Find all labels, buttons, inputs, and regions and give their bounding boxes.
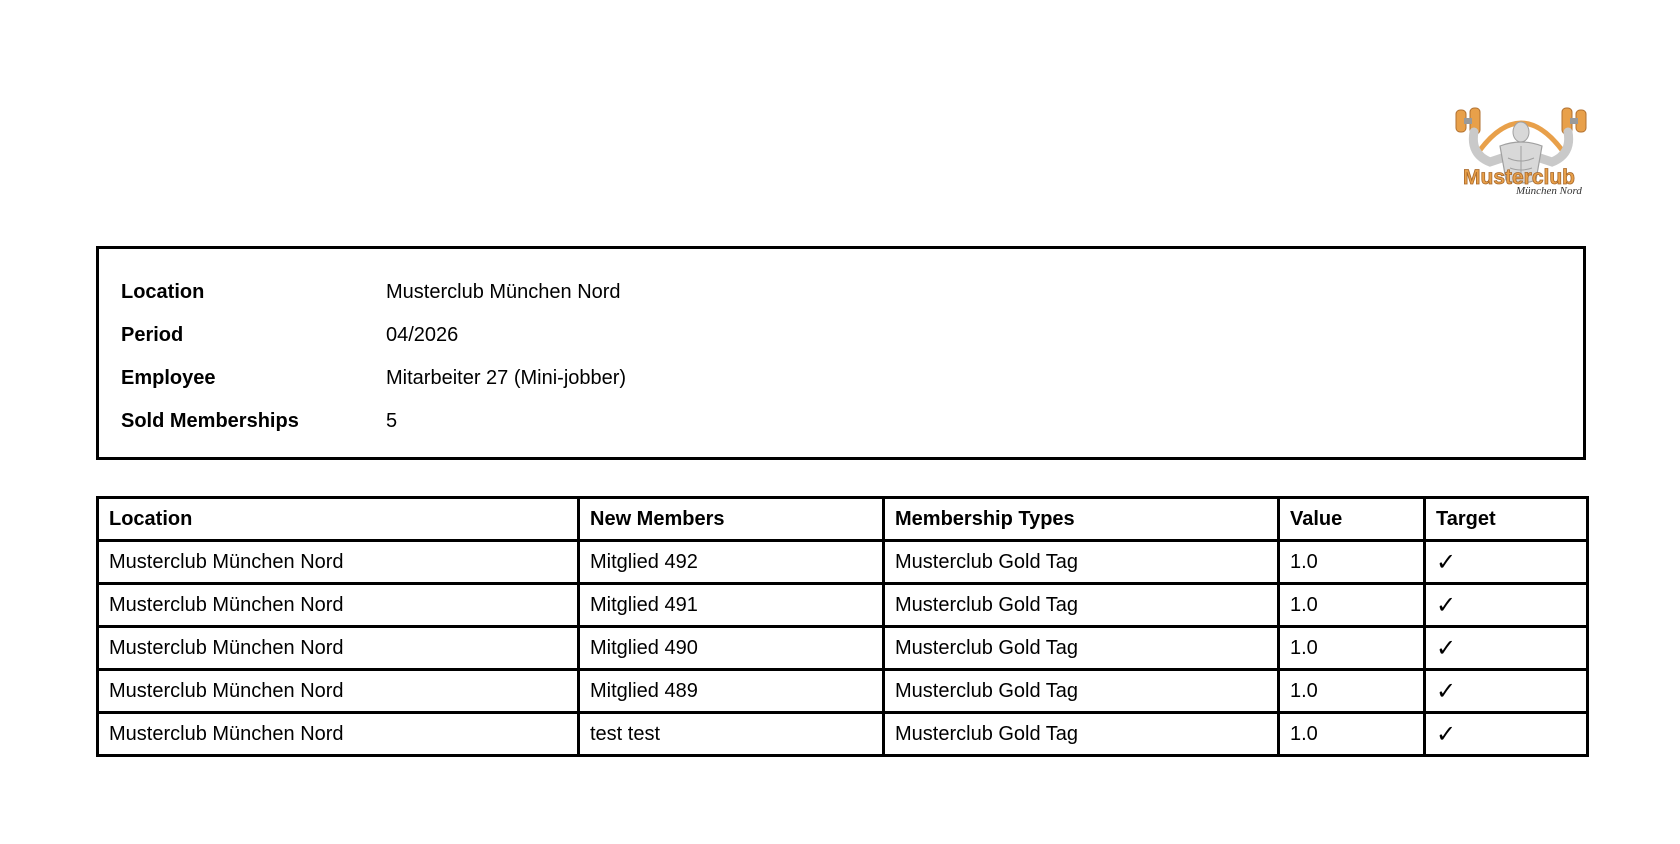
target-check-icon: ✓	[1425, 541, 1588, 584]
summary-value: 04/2026	[386, 324, 459, 346]
cell-new-member: Mitglied 489	[579, 670, 884, 713]
cell-value: 1.0	[1279, 627, 1425, 670]
target-check-icon: ✓	[1425, 713, 1588, 756]
summary-value: Mitarbeiter 27 (Mini-jobber)	[386, 367, 627, 389]
target-check-icon: ✓	[1425, 584, 1588, 627]
club-logo	[1450, 102, 1592, 206]
column-header-value: Value	[1279, 498, 1425, 541]
column-header-new-members: New Members	[579, 498, 884, 541]
column-header-target: Target	[1425, 498, 1588, 541]
cell-location: Musterclub München Nord	[98, 713, 579, 756]
table-header-row	[98, 498, 1588, 541]
cell-membership-type: Musterclub Gold Tag	[884, 713, 1279, 756]
summary-box	[96, 246, 1586, 460]
cell-value: 1.0	[1279, 670, 1425, 713]
table-row	[98, 713, 1588, 756]
cell-value: 1.0	[1279, 584, 1425, 627]
cell-new-member: test test	[579, 713, 884, 756]
summary-label: Location	[121, 281, 205, 303]
logo-sub-text: München Nord	[1516, 185, 1582, 197]
target-check-icon: ✓	[1425, 670, 1588, 713]
cell-location: Musterclub München Nord	[98, 541, 579, 584]
summary-label: Employee	[121, 367, 216, 389]
members-table	[96, 496, 1589, 757]
table-row	[98, 627, 1588, 670]
cell-value: 1.0	[1279, 541, 1425, 584]
cell-membership-type: Musterclub Gold Tag	[884, 670, 1279, 713]
cell-membership-type: Musterclub Gold Tag	[884, 584, 1279, 627]
summary-value: Musterclub München Nord	[386, 281, 621, 303]
table-row	[98, 670, 1588, 713]
table-row	[98, 541, 1588, 584]
cell-new-member: Mitglied 491	[579, 584, 884, 627]
target-check-icon: ✓	[1425, 627, 1588, 670]
cell-membership-type: Musterclub Gold Tag	[884, 627, 1279, 670]
cell-location: Musterclub München Nord	[98, 584, 579, 627]
summary-value: 5	[386, 410, 398, 432]
cell-membership-type: Musterclub Gold Tag	[884, 541, 1279, 584]
cell-new-member: Mitglied 492	[579, 541, 884, 584]
column-header-membership-types: Membership Types	[884, 498, 1279, 541]
column-header-location: Location	[98, 498, 579, 541]
cell-location: Musterclub München Nord	[98, 627, 579, 670]
cell-new-member: Mitglied 490	[579, 627, 884, 670]
bodybuilder-logo-icon	[1450, 102, 1592, 206]
summary-label: Sold Memberships	[121, 410, 299, 432]
cell-value: 1.0	[1279, 713, 1425, 756]
cell-location: Musterclub München Nord	[98, 670, 579, 713]
logo-brand-text: Musterclub	[1463, 166, 1576, 189]
summary-label: Period	[121, 324, 184, 346]
table-row	[98, 584, 1588, 627]
